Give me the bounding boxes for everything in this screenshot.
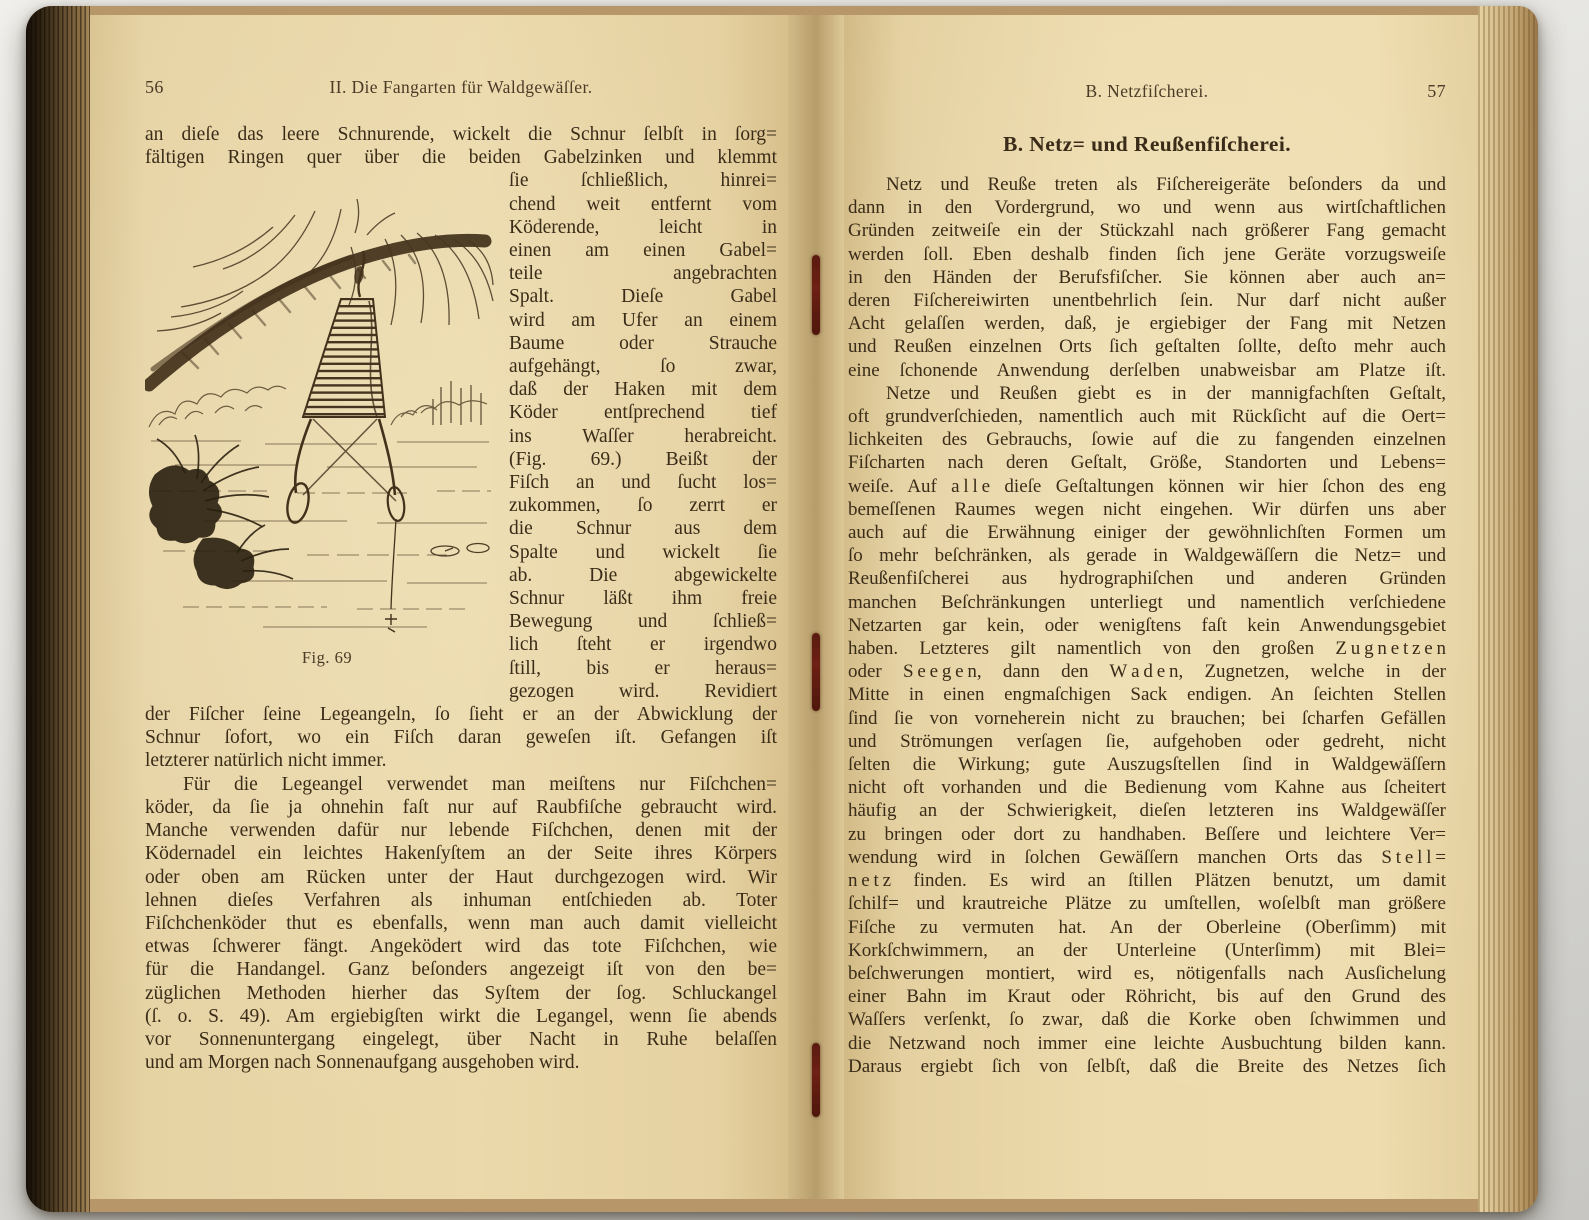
lower-text [145, 703, 777, 1074]
text-line: (Fig. 69.) Beißt der [509, 448, 777, 470]
text-line: Netzarten gar kein, oder wenigſtens faſt kein Anwendungsgebiet [848, 614, 1446, 636]
text-line: lich ſteht er irgendwo [509, 634, 777, 656]
paragraph [848, 173, 1446, 382]
text-line: und Reußen einzelnen Orts ſich geſtalten ſollte, deſto mehr auch [848, 336, 1446, 358]
text-line: lehnen dieſes Verfahren als inhuman entſchieden ab. Toter [145, 889, 777, 911]
text-line: Fiſcharten nach deren Geſtalt, Größe, Standorten und Lebens= [848, 452, 1446, 474]
text-line: Mitte in einen engmaſchigen Sack endigen. An ſeichten Stellen [848, 684, 1446, 706]
binding-stitch [812, 1043, 820, 1117]
book-edge-left-page-stack [26, 6, 90, 1212]
text-line: und Strömungen verſagen ſie, aufgehoben oder gedreht, nicht [848, 730, 1446, 752]
right-running-title: B. Netzfiſcherei. [1085, 81, 1209, 101]
text-line: auch auf die Erwähnung einiger der gewöhnlichſten Formen um [848, 522, 1446, 544]
text-line: haben. Letzteres gilt namentlich von den großen Z u g n e t z e n [848, 638, 1446, 660]
text-line: etwas ſchwerer fängt. Angeködert wird das tote Fiſchchen, wie [145, 936, 777, 958]
text-line: fältigen Ringen quer über die beiden Gabelzinken und klemmt [145, 147, 777, 169]
section-heading: B. Netz= und Reußenfiſcherei. [1002, 132, 1291, 156]
text-line: züglichen Methoden hierher das Syſtem der ſog. Schluckangel [145, 982, 777, 1004]
text-line: einen am einen Gabel= [509, 240, 777, 262]
paragraph [848, 382, 1446, 1078]
lily-pads [431, 544, 489, 557]
text-line: Fiſchchenköder thut es ebenfalls, wenn man auch damit vielleicht [145, 912, 777, 934]
text-line: Ködernadel ein leichtes Hakenſyſtem an der Seite ihres Körpers [145, 843, 777, 865]
text-line: ab. Die abgewickelte [509, 564, 777, 586]
text-line: an dieſe das leere Schnurende, wickelt die Schnur ſelbſt in ſorg= [145, 124, 777, 145]
text-line: ins Waſſer herabreicht. [509, 425, 777, 447]
text-line: (ſ. o. S. 49). Am ergiebigſten wirkt die Legangel, wenn ſie abends [145, 1005, 777, 1027]
willow-branch [149, 241, 485, 386]
text-line: manchen Beſchränkungen unterliegt und namentlich verſchiedene [848, 591, 1446, 613]
text-line: Manche verwenden dafür nur lebende Fiſchchen, denen mit der [145, 820, 777, 842]
text-line: teile angebrachten [509, 263, 777, 285]
open-book [26, 6, 1538, 1212]
figure-69 [145, 169, 509, 703]
book-edge-right-page-stack [1478, 6, 1538, 1212]
intro-text [145, 123, 777, 169]
binding-stitch [812, 633, 820, 711]
text-line: zukommen, ſo zerrt er [509, 495, 777, 517]
text-line: Baume oder Strauche [509, 332, 777, 354]
text-line: die Netzwand noch immer eine leichte Ausbuchtung bilden kann. [848, 1032, 1446, 1054]
text-line: der Fiſcher ſeine Legeangeln, ſo ſieht er an der Abwicklung der [145, 704, 777, 726]
text-line: für die Handangel. Ganz beſonders angezeigt iſt von den be= [145, 959, 777, 981]
text-line: oder oben am Rücken unter der Haut durchgezogen wird. Wir [145, 866, 777, 888]
paragraph [145, 773, 777, 1075]
text-line: Spalt. Dieſe Gabel [509, 286, 777, 308]
book-gutter [788, 15, 844, 1199]
text-line: in den Händen der Berufsfiſcher. Sie können aber auch an= [848, 266, 1446, 288]
text-line: Schnur läßt ihm freie [509, 588, 777, 610]
right-running-head [848, 81, 1446, 105]
text-line: Für die Legeangel verwendet man meiſtens nur Fiſchchen= [183, 773, 777, 795]
paragraph [145, 123, 777, 169]
text-line: werden ſoll. Eben deshalb finden ſich jene Geräte vorzugsweiſe [848, 243, 1446, 265]
text-line: nicht oft vorhanden und die Bedienung vom Kahne aus ſcheitert [848, 777, 1446, 799]
text-line: ſo mehr beſchränken, als gerade in Waldgewäſſern die Netz= und [848, 545, 1446, 567]
text-line: bemeſſenen Raumes wegen nicht eingehen. Wir dürfen uns aber [848, 498, 1446, 520]
text-line: vor Sonnenuntergang eingelegt, über Nacht in Ruhe belaſſen [145, 1028, 777, 1050]
text-line: Schnur ſofort, wo ein Fiſch daran geweſen iſt. Gefangen iſt [145, 727, 777, 749]
text-line: Fiſch an und ſucht los= [509, 472, 777, 494]
hanging-line-spool [284, 251, 406, 525]
text-line: Spalte und wickelt ſie [509, 541, 777, 563]
text-line: ſelten die Wirkung; gute Auszugsſtellen ſind in Waldgewäſſern [848, 754, 1446, 776]
text-line: wendung wird in ſolchen Gewäſſern manchen Orts das S t e l l = [848, 846, 1446, 868]
text-line: oder S e e g e n, dann den W a d e n, Zugnetzen, welche in der [848, 661, 1446, 683]
figure-caption: Fig. 69 [301, 647, 353, 667]
text-line: dann in den Vordergrund, wo und wenn aus wirtſchaftlichen [848, 197, 1446, 219]
page-56 [90, 15, 788, 1199]
text-line: letzterer natürlich nicht immer. [145, 750, 387, 772]
text-line: n e t z finden. Es wird an ſtillen Plätzen benutzt, um damit [848, 870, 1446, 892]
text-line: ſchilf= und krautreiche Plätze zu umſtellen, woſelbſt man größere [848, 893, 1446, 915]
text-line: Fiſche zu vermuten hat. An der Oberleine (Oberſimm) mit [848, 916, 1446, 938]
text-line: köder, da ſie ja ohnehin faſt nur auf Raubfiſche gebraucht wird. [145, 796, 777, 818]
left-page-body [145, 123, 777, 1074]
figure-and-text-row [145, 169, 777, 703]
page-number-right: 57 [1427, 81, 1446, 101]
text-line: deren Fiſchereiwirten unentbehrlich ſein. Nur darf nicht außer [848, 290, 1446, 312]
binding-stitch [812, 255, 820, 335]
shore-grass-stump [149, 435, 293, 589]
text-line: ſtill, bis er heraus= [509, 657, 777, 679]
text-line: Köderende, leicht in [509, 216, 777, 238]
text-line: Daraus ergiebt ſich von ſelbſt, daß die Breite des Netzes ſich [848, 1055, 1446, 1077]
paragraph [509, 169, 777, 703]
text-line: Netze und Reußen giebt es in der mannigfachſten Geſtalt, [886, 382, 1446, 404]
page-number-left: 56 [145, 77, 164, 97]
text-line: häufig an der Schwierigkeit, dieſen letzteren ins Waldgewäſſer [848, 800, 1446, 822]
text-line: beſchwerungen montiert, wird es, nötigenfalls nach Ausſichelung [848, 962, 1446, 984]
text-line: Acht gelaſſen werden, daß, je ergiebiger der Fang mit Netzen [848, 313, 1446, 335]
text-line: eine ſchonende Anwendung derſelben unabweisbar am Platze iſt. [848, 359, 1446, 381]
text-line: Köder entſprechend tief [509, 402, 777, 424]
text-line: Gründen zeitweiſe ein der Stückzahl nach größerer Fang gemacht [848, 220, 1446, 242]
text-line: ſind ſie von vorneherein nicht zu brauchen; bei ſcharfen Gefällen [848, 707, 1446, 729]
left-running-head [145, 77, 777, 101]
text-line: gezogen wird. Revidiert [509, 680, 777, 702]
text-line: weiſe. Auf a l l e dieſe Geſtaltungen können wir hier ſchon des eng [848, 475, 1446, 497]
page-57 [844, 15, 1478, 1199]
right-page-body [848, 173, 1446, 1078]
text-line: chend weit entfernt vom [509, 193, 777, 215]
text-line: Korkſchwimmern, an der Unterleine (Unterſimm) mit Blei= [848, 939, 1446, 961]
text-column-beside-figure [509, 169, 777, 703]
text-line: wird am Ufer an einem [509, 309, 777, 331]
text-line: und am Morgen nach Sonnenaufgang ausgehoben wird. [145, 1052, 580, 1074]
text-line: Netz und Reuße treten als Fiſchereigeräte beſonders da und [886, 174, 1446, 195]
left-running-title: II. Die Fangarten für Waldgewäſſer. [329, 77, 593, 97]
text-line: zu bringen oder dort zu handhaben. Beſſere und leichtere Ver= [848, 823, 1446, 845]
text-line: lichkeiten des Gebrauchs, ſowie auf die zu fangenden einzelnen [848, 429, 1446, 451]
text-line: ſie ſchließlich, hinrei= [509, 170, 777, 192]
text-line: Reußenfiſcherei aus hydrographiſchen und anderen Gründen [848, 568, 1446, 590]
paragraph [145, 703, 777, 773]
text-line: daß der Haken mit dem [509, 379, 777, 401]
text-line: oft grundverſchieden, namentlich auch mit Rückſicht auf die Oert= [848, 406, 1446, 428]
text-line: aufgehängt, ſo zwar, [509, 356, 777, 378]
figure-69-illustration [145, 173, 495, 635]
text-line: die Schnur aus dem [509, 518, 777, 540]
text-line: einer Bahn im Kraut oder Röhricht, bis auf den Grund des [848, 986, 1446, 1008]
fishing-line [385, 519, 397, 632]
text-line: Bewegung und ſchließ= [509, 611, 777, 633]
text-line: Waſſers verſenkt, ſo zwar, daß die Korke oben ſchwimmen und [848, 1009, 1446, 1031]
